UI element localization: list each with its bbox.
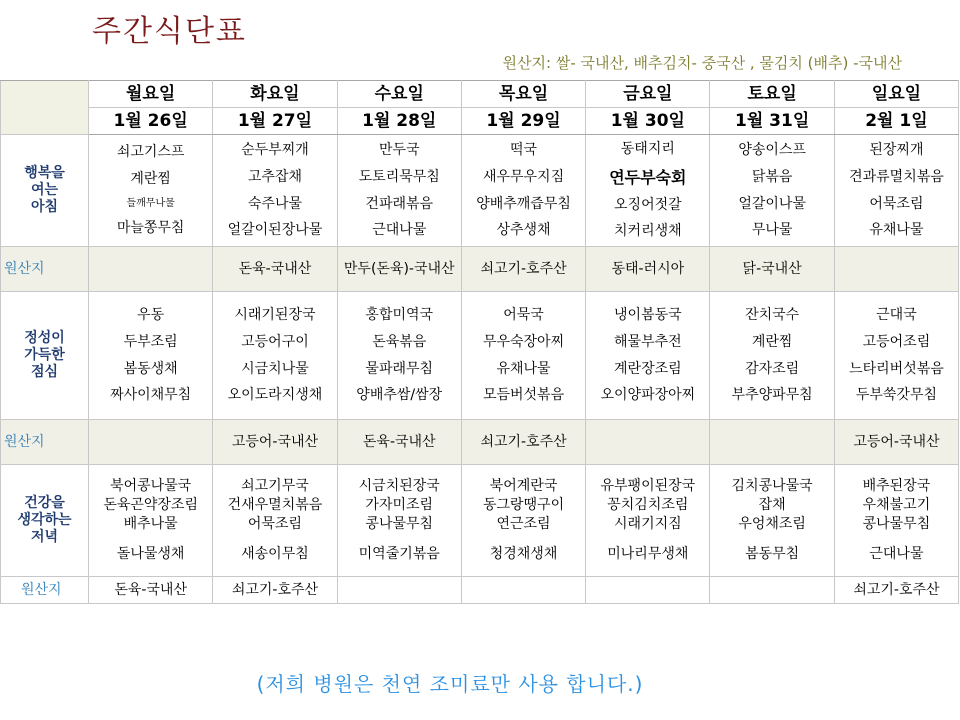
origin-cell: 쇠고기-호주산 [213, 577, 337, 604]
menu-item: 순두부찌개 [241, 141, 309, 158]
weekly-menu-table [0, 80, 959, 604]
origin-row-lunch [1, 420, 959, 465]
menu-cell [89, 292, 213, 420]
menu-item: 양송이스프 [738, 141, 806, 158]
origin-note: 원산지: 쌀- 국내산, 배추김치- 중국산 , 물김치 (배추) -국내산 [502, 54, 902, 72]
meal-label-dinner: 건강을 생각하는 저녁 [1, 465, 89, 577]
menu-item: 얼갈이나물 [738, 195, 806, 212]
menu-item: 고추잡채 [247, 168, 302, 185]
meal-label-lunch: 정성이 가득한 점심 [1, 292, 89, 420]
menu-item: 양배추깨즙무침 [476, 195, 571, 212]
origin-cell [586, 420, 710, 465]
menu-item: 두부쑥갓무침 [855, 387, 937, 404]
date-header: 1월 30일 [586, 108, 710, 135]
menu-item: 시금치나물 [241, 360, 309, 377]
origin-cell: 돈육-국내산 [213, 247, 337, 292]
meal-label-breakfast: 행복을 여는 아침 [1, 135, 89, 247]
menu-cell [213, 292, 337, 420]
menu-item: 고등어조림 [862, 333, 931, 350]
menu-item: 북어계란국 [489, 477, 558, 494]
menu-cell [710, 292, 834, 420]
origin-label: 원산지 [1, 577, 89, 604]
menu-item: 계란찜 [751, 333, 793, 350]
date-header: 2월 1일 [834, 108, 958, 135]
origin-cell: 동태-러시아 [586, 247, 710, 292]
menu-item: 근대국 [876, 306, 917, 323]
menu-item: 유채나물 [869, 222, 924, 239]
menu-item: 오이양파장아찌 [600, 387, 696, 404]
page-title: 주간식단표 [92, 14, 247, 49]
menu-cell [586, 135, 710, 247]
menu-item: 계란찜 [130, 171, 171, 188]
menu-item: 잡채 [758, 496, 786, 513]
menu-item: 연두부숙회 [609, 167, 687, 187]
day-header: 일요일 [834, 81, 958, 108]
menu-item: 잔치국수 [745, 306, 800, 323]
menu-item: 봄동무침 [745, 546, 800, 563]
menu-item: 동태지리 [620, 140, 675, 157]
day-header: 토요일 [710, 81, 834, 108]
menu-cell [89, 135, 213, 247]
menu-cell [710, 135, 834, 247]
menu-item: 꽁치김치조림 [607, 496, 689, 513]
menu-cell [337, 135, 461, 247]
menu-item: 우엉채조림 [738, 515, 806, 532]
menu-cell [834, 465, 958, 577]
menu-item: 마늘쫑무침 [116, 219, 185, 236]
footer-note: (저희 병원은 천연 조미료만 사용 합니다.) [256, 672, 644, 696]
origin-cell [834, 247, 958, 292]
menu-item: 된장찌개 [869, 141, 924, 158]
day-header: 화요일 [213, 81, 337, 108]
menu-item: 닭볶음 [751, 168, 793, 185]
corner-cell [1, 81, 89, 135]
origin-row-dinner [1, 577, 959, 604]
day-header: 금요일 [586, 81, 710, 108]
date-header: 1월 26일 [89, 108, 213, 135]
menu-item: 새송이무침 [241, 546, 309, 563]
meal-row-lunch [1, 292, 959, 420]
origin-cell [710, 420, 834, 465]
date-header: 1월 31일 [710, 108, 834, 135]
origin-cell [461, 577, 585, 604]
menu-cell [337, 292, 461, 420]
origin-label: 원산지 [1, 420, 89, 465]
menu-item: 청경채생채 [489, 546, 558, 563]
menu-cell [213, 465, 337, 577]
menu-cell [461, 292, 585, 420]
menu-item: 쇠고기스프 [116, 144, 185, 161]
menu-cell [710, 465, 834, 577]
origin-cell: 쇠고기-호주산 [834, 577, 958, 604]
menu-item: 유채나물 [496, 360, 551, 377]
menu-item: 연근조림 [496, 515, 551, 532]
origin-cell [710, 577, 834, 604]
origin-cell: 고등어-국내산 [213, 420, 337, 465]
origin-cell: 쇠고기-호주산 [461, 247, 585, 292]
menu-cell [834, 292, 958, 420]
menu-item: 동그랑땡구이 [482, 496, 565, 513]
meal-row-breakfast [1, 135, 959, 247]
menu-item: 들깨무나물 [126, 197, 175, 209]
menu-item: 새우무우지짐 [482, 168, 565, 185]
menu-item: 시래기지짐 [614, 515, 682, 532]
menu-item: 건새우멸치볶음 [227, 496, 323, 513]
menu-cell [89, 465, 213, 577]
menu-item: 미나리무생채 [607, 546, 689, 563]
menu-item: 어묵조림 [247, 515, 302, 532]
origin-cell: 닭-국내산 [710, 247, 834, 292]
menu-item: 김치콩나물국 [731, 477, 813, 494]
menu-item: 해물부추전 [614, 333, 682, 350]
menu-item: 치커리생채 [614, 223, 682, 240]
menu-cell [337, 465, 461, 577]
menu-item: 시래기된장국 [234, 306, 316, 323]
origin-row-breakfast [1, 247, 959, 292]
menu-item: 느타리버섯볶음 [849, 360, 944, 377]
date-header: 1월 27일 [213, 108, 337, 135]
menu-item: 고등어구이 [241, 333, 309, 350]
menu-item: 양배추쌈/쌈장 [356, 387, 443, 404]
menu-item: 상추생채 [496, 222, 551, 239]
day-header: 목요일 [461, 81, 585, 108]
menu-item: 얼갈이된장나물 [227, 222, 323, 239]
menu-item: 감자조림 [745, 360, 800, 377]
menu-item: 홍합미역국 [365, 306, 434, 323]
day-header: 월요일 [89, 81, 213, 108]
menu-cell [586, 465, 710, 577]
origin-label: 원산지 [1, 247, 89, 292]
menu-item: 돈육곤약장조림 [103, 496, 198, 513]
menu-item: 콩나물무침 [862, 515, 931, 532]
menu-cell [586, 292, 710, 420]
origin-cell: 고등어-국내산 [834, 420, 958, 465]
menu-item: 오이도라지생채 [227, 387, 323, 404]
menu-item: 떡국 [510, 141, 538, 158]
menu-item: 어묵국 [503, 306, 544, 323]
origin-cell [89, 247, 213, 292]
menu-item: 북어콩나물국 [110, 477, 192, 494]
menu-item: 돌나물생채 [116, 546, 185, 563]
origin-cell [89, 420, 213, 465]
menu-item: 무우숙장아찌 [482, 333, 565, 350]
menu-item: 어묵조림 [869, 195, 924, 212]
menu-item: 미역줄기볶음 [358, 546, 440, 563]
origin-cell [586, 577, 710, 604]
menu-item: 우동 [137, 306, 165, 323]
menu-item: 계란장조림 [614, 360, 682, 377]
menu-item: 냉이봄동국 [614, 306, 682, 323]
origin-cell [337, 577, 461, 604]
menu-item: 물파래무침 [365, 360, 434, 377]
day-header: 수요일 [337, 81, 461, 108]
origin-cell: 만두(돈육)-국내산 [337, 247, 461, 292]
menu-item: 견과류멸치볶음 [849, 168, 944, 185]
origin-cell: 돈육-국내산 [337, 420, 461, 465]
menu-item: 배추나물 [123, 515, 178, 532]
menu-item: 우채불고기 [862, 496, 931, 513]
menu-item: 배추된장국 [862, 477, 931, 494]
menu-item: 모듬버섯볶음 [482, 387, 565, 404]
date-header: 1월 29일 [461, 108, 585, 135]
menu-item: 근대나물 [869, 546, 924, 563]
meal-row-dinner [1, 465, 959, 577]
menu-cell [461, 135, 585, 247]
menu-item: 쇠고기무국 [241, 477, 309, 494]
menu-item: 부추양파무침 [731, 387, 813, 404]
menu-item: 만두국 [378, 141, 420, 158]
menu-item: 돈육볶음 [372, 333, 427, 350]
menu-item: 무나물 [751, 222, 793, 239]
menu-cell [213, 135, 337, 247]
menu-cell [834, 135, 958, 247]
menu-item: 짜사이채무침 [110, 387, 192, 404]
menu-item: 유부팽이된장국 [600, 477, 696, 494]
menu-item: 숙주나물 [247, 195, 302, 212]
origin-cell: 돈육-국내산 [89, 577, 213, 604]
date-header: 1월 28일 [337, 108, 461, 135]
menu-item: 시금치된장국 [358, 477, 440, 494]
menu-item: 콩나물무침 [365, 515, 434, 532]
menu-item: 근대나물 [372, 222, 427, 239]
origin-cell: 쇠고기-호주산 [461, 420, 585, 465]
menu-item: 봄동생채 [123, 360, 178, 377]
menu-item: 오징어젓갈 [614, 196, 682, 213]
menu-item: 가자미조림 [365, 496, 434, 513]
menu-item: 도토리묵무침 [358, 168, 440, 185]
menu-item: 건파래볶음 [365, 195, 434, 212]
menu-item: 두부조림 [123, 333, 178, 350]
menu-cell [461, 465, 585, 577]
